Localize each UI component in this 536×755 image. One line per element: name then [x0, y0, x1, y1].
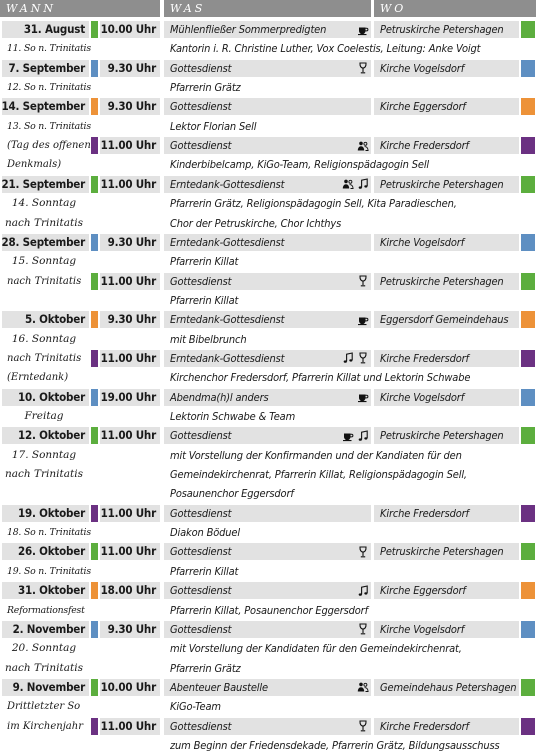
- event-icons: [357, 389, 369, 406]
- table-row: [0, 20, 536, 39]
- table-row: [0, 330, 536, 349]
- event-location: Petruskirche Petershagen: [380, 177, 504, 191]
- event-title: Gottesdienst: [170, 719, 232, 733]
- event-icons: [357, 718, 369, 735]
- event-time: 19.00 Uhr: [100, 389, 156, 404]
- table-row: [0, 717, 536, 736]
- wine-glass-icon: [357, 720, 369, 732]
- event-date: 19. Oktober: [18, 505, 85, 520]
- event-time: 9.30 Uhr: [107, 99, 156, 114]
- day-note: im Kirchenjahr: [7, 720, 83, 732]
- event-icons: [357, 582, 369, 599]
- wine-glass-icon: [357, 275, 369, 287]
- coffee-cup-icon: [357, 24, 369, 36]
- event-location: Petruskirche Petershagen: [380, 274, 504, 288]
- table-row: [0, 639, 536, 658]
- music-note-icon: [342, 352, 354, 364]
- event-details: KiGo-Team: [170, 700, 221, 714]
- event-time: 9.30 Uhr: [107, 621, 156, 636]
- event-time: 11.00 Uhr: [100, 718, 156, 733]
- event-date: 9. November: [12, 679, 85, 694]
- day-note: 19. So n. Trinitatis: [7, 565, 91, 577]
- location-color-marker: [91, 718, 98, 735]
- day-note: Drittletzter So: [7, 701, 81, 713]
- event-location: Kirche Eggersdorf: [380, 100, 466, 114]
- location-color-marker: [91, 273, 98, 290]
- event-date: 31. Oktober: [18, 583, 85, 598]
- event-details: Kirchenchor Fredersdorf, Pfarrerin Killat und Lektorin Schwabe: [170, 371, 471, 385]
- event-icons: [342, 427, 369, 444]
- event-title: Gottesdienst: [170, 61, 232, 75]
- event-title: Erntedank-Gottesdienst: [170, 351, 285, 365]
- location-color-marker: [521, 60, 535, 77]
- people-icon: [357, 681, 369, 693]
- day-note: 18. So n. Trinitatis: [7, 527, 91, 539]
- event-icons: [357, 543, 369, 560]
- event-time: 11.00 Uhr: [100, 505, 156, 520]
- event-details: Lektor Florian Sell: [170, 119, 257, 133]
- event-title: Gottesdienst: [170, 622, 232, 636]
- event-title: Gottesdienst: [170, 545, 232, 559]
- event-time: 11.00 Uhr: [100, 176, 156, 191]
- location-color-marker: [91, 621, 98, 638]
- event-location: Kirche Fredersdorf: [380, 506, 469, 520]
- table-row: [0, 484, 536, 503]
- day-note: nach Trinitatis: [5, 468, 83, 481]
- table-row: [0, 175, 536, 194]
- event-details: Pfarrerin Killat: [170, 564, 239, 578]
- location-color-marker: [91, 505, 98, 522]
- event-details: Pfarrerin Grätz: [170, 81, 241, 95]
- day-note: 12. So n. Trinitatis: [7, 82, 91, 94]
- event-location: Petruskirche Petershagen: [380, 23, 504, 36]
- event-time: 11.00 Uhr: [100, 350, 156, 365]
- event-location: Kirche Vogelsdorf: [380, 61, 465, 75]
- location-color-marker: [521, 98, 535, 115]
- day-note: 13. So n. Trinitatis: [7, 120, 91, 132]
- location-color-marker: [521, 427, 535, 444]
- location-color-marker: [521, 311, 535, 328]
- day-note: nach Trinitatis: [7, 275, 82, 287]
- table-row: [0, 678, 536, 697]
- day-note: 15. Sonntag: [11, 255, 77, 268]
- location-color-marker: [521, 234, 535, 251]
- day-note: Reformationsfest: [7, 604, 85, 616]
- event-details: zum Beginn der Friedensdekade, Pfarrerin Grätz, Bildungsausschuss: [170, 738, 500, 752]
- location-color-marker: [521, 21, 535, 38]
- table-row: [0, 407, 536, 426]
- event-time: 9.30 Uhr: [107, 234, 156, 249]
- location-color-marker: [91, 679, 98, 696]
- table-row: [0, 252, 536, 271]
- day-note: 20. Sonntag: [11, 642, 77, 655]
- event-date: 2. November: [12, 621, 85, 636]
- event-location: Kirche Eggersdorf: [380, 584, 466, 598]
- event-title: Gottesdienst: [170, 506, 232, 520]
- event-time: 11.00 Uhr: [100, 544, 156, 559]
- table-row: [0, 388, 536, 407]
- table-row: [0, 562, 536, 581]
- event-title: Abendma(h)l anders: [170, 390, 269, 404]
- event-location: Eggersdorf Gemeindehaus: [380, 313, 509, 327]
- day-note: 16. Sonntag: [11, 332, 77, 345]
- table-row: [0, 78, 536, 97]
- event-location: Kirche Fredersdorf: [380, 719, 469, 733]
- location-color-marker: [521, 350, 535, 367]
- music-note-icon: [357, 585, 369, 597]
- location-color-marker: [91, 60, 98, 77]
- column-header-wo: WO: [374, 0, 536, 17]
- event-icons: [357, 621, 369, 638]
- location-color-marker: [521, 582, 535, 599]
- event-time: 10.00 Uhr: [100, 22, 156, 36]
- event-location: Kirche Vogelsdorf: [380, 622, 465, 636]
- event-icons: [357, 60, 369, 77]
- event-date: 7. September: [8, 60, 85, 75]
- location-color-marker: [91, 427, 98, 444]
- event-title: Erntedank-Gottesdienst: [170, 313, 285, 327]
- table-row: [0, 349, 536, 368]
- event-title: Gottesdienst: [170, 139, 232, 153]
- table-row: [0, 426, 536, 445]
- day-note: (Tag des offenen: [7, 140, 91, 152]
- event-location: Petruskirche Petershagen: [380, 429, 504, 443]
- location-color-marker: [521, 137, 535, 154]
- event-details: mit Vorstellung der Konfirmanden und der Kandiaten für den: [170, 448, 462, 462]
- table-row: [0, 736, 536, 755]
- event-icons: [342, 176, 369, 193]
- event-title: Mühlenfließer Sommerpredigten: [170, 23, 327, 36]
- table-row: [0, 523, 536, 542]
- location-color-marker: [91, 389, 98, 406]
- table-row: [0, 601, 536, 620]
- table-row: [0, 39, 536, 58]
- location-color-marker: [521, 679, 535, 696]
- coffee-cup-icon: [342, 430, 354, 442]
- event-location: Kirche Fredersdorf: [380, 139, 469, 153]
- event-title: Gottesdienst: [170, 100, 232, 114]
- day-note: (Erntedank): [7, 372, 69, 384]
- table-row: [0, 446, 536, 465]
- coffee-cup-icon: [357, 314, 369, 326]
- day-note: 11. So n. Trinitatis: [7, 43, 91, 55]
- table-row: [0, 136, 536, 155]
- day-note: 14. Sonntag: [11, 197, 77, 210]
- event-details: Pfarrerin Killat, Posaunenchor Eggersdorf: [170, 603, 368, 617]
- location-color-marker: [91, 234, 98, 251]
- location-color-marker: [91, 176, 98, 193]
- event-time: 18.00 Uhr: [100, 583, 156, 598]
- event-date: 12. Oktober: [18, 428, 85, 443]
- location-color-marker: [91, 137, 98, 154]
- event-details: Lektorin Schwabe & Team: [170, 410, 296, 423]
- event-date: 10. Oktober: [18, 389, 85, 404]
- day-note: nach Trinitatis: [5, 661, 83, 674]
- event-details: Pfarrerin Grätz, Religionspädagogin Sell, Kita Paradieschen,: [170, 197, 457, 211]
- location-color-marker: [521, 273, 535, 290]
- column-header-was: WAS: [164, 0, 371, 17]
- wine-glass-icon: [357, 62, 369, 74]
- location-color-marker: [521, 389, 535, 406]
- location-color-marker: [91, 311, 98, 328]
- event-title: Erntedank-Gottesdienst: [170, 177, 285, 191]
- table-row: [0, 59, 536, 78]
- coffee-cup-icon: [357, 391, 369, 403]
- location-color-marker: [91, 350, 98, 367]
- table-row: [0, 697, 536, 716]
- location-color-marker: [91, 543, 98, 560]
- location-color-marker: [521, 718, 535, 735]
- event-details: Gemeindekirchenrat, Pfarrerin Killat, Religionspädagogin Sell,: [170, 468, 467, 482]
- table-row: [0, 117, 536, 136]
- event-time: 9.30 Uhr: [107, 312, 156, 327]
- event-icons: [357, 679, 369, 696]
- table-row: [0, 291, 536, 310]
- day-note: Denkmals): [7, 159, 62, 171]
- wine-glass-icon: [357, 546, 369, 558]
- event-location: Kirche Vogelsdorf: [380, 235, 465, 249]
- table-row: [0, 504, 536, 523]
- event-date: 14. September: [1, 99, 85, 114]
- music-note-icon: [357, 178, 369, 190]
- event-details: Pfarrerin Killat: [170, 255, 239, 269]
- table-row: [0, 194, 536, 213]
- day-note: 17. Sonntag: [11, 448, 77, 461]
- event-location: Petruskirche Petershagen: [380, 545, 504, 559]
- event-details: mit Vorstellung der Kandidaten für den Gemeindekirchenrat,: [170, 642, 462, 656]
- music-note-icon: [357, 430, 369, 442]
- event-details: Posaunenchor Eggersdorf: [170, 487, 294, 501]
- people-icon: [357, 140, 369, 152]
- event-title: Gottesdienst: [170, 274, 232, 288]
- event-title: Gottesdienst: [170, 584, 232, 598]
- location-color-marker: [521, 543, 535, 560]
- event-time: 11.00 Uhr: [100, 138, 156, 153]
- event-date: 26. Oktober: [18, 544, 85, 559]
- table-row: [0, 97, 536, 116]
- event-date: 21. September: [1, 176, 85, 191]
- event-date: 5. Oktober: [25, 312, 85, 327]
- table-row: [0, 233, 536, 252]
- event-details: Kantorin i. R. Christine Luther, Vox Coelestis, Leitung: Anke Voigt: [170, 42, 481, 56]
- event-details: Kinderbibelcamp, KiGo-Team, Religionspädagogin Sell: [170, 158, 430, 172]
- table-row: [0, 310, 536, 329]
- event-location: Gemeindehaus Petershagen: [380, 680, 517, 694]
- table-row: [0, 214, 536, 233]
- event-time: 9.30 Uhr: [107, 60, 156, 75]
- location-color-marker: [91, 98, 98, 115]
- wine-glass-icon: [357, 352, 369, 364]
- event-time: 11.00 Uhr: [100, 428, 156, 443]
- event-details: Pfarrerin Killat: [170, 293, 239, 307]
- table-row: [0, 272, 536, 291]
- day-note: nach Trinitatis: [5, 216, 83, 229]
- event-title: Erntedank-Gottesdienst: [170, 235, 285, 249]
- table-row: [0, 542, 536, 561]
- day-note: Freitag: [24, 410, 64, 422]
- table-row: [0, 581, 536, 600]
- table-row: [0, 155, 536, 174]
- event-icons: [357, 137, 369, 154]
- event-time: 11.00 Uhr: [100, 273, 156, 288]
- event-location: Kirche Vogelsdorf: [380, 390, 465, 404]
- event-details: Diakon Böduel: [170, 526, 240, 540]
- table-row: [0, 465, 536, 484]
- column-header-wann: WANN: [0, 0, 160, 17]
- location-color-marker: [91, 21, 98, 38]
- event-location: Kirche Fredersdorf: [380, 351, 469, 365]
- event-date: 28. September: [1, 234, 85, 249]
- event-details: Pfarrerin Grätz: [170, 661, 241, 675]
- event-date: 31. August: [23, 22, 85, 36]
- event-icons: [357, 21, 369, 38]
- event-details: Chor der Petruskirche, Chor Ichthys: [170, 216, 342, 230]
- event-icons: [357, 273, 369, 290]
- event-details: mit Bibelbrunch: [170, 332, 247, 346]
- event-title: Gottesdienst: [170, 429, 232, 443]
- table-row: [0, 620, 536, 639]
- location-color-marker: [521, 621, 535, 638]
- location-color-marker: [91, 582, 98, 599]
- event-icons: [357, 311, 369, 328]
- people-icon: [342, 178, 354, 190]
- event-time: 10.00 Uhr: [100, 679, 156, 694]
- location-color-marker: [521, 176, 535, 193]
- table-row: [0, 659, 536, 678]
- event-title: Abenteuer Baustelle: [170, 680, 268, 694]
- wine-glass-icon: [357, 623, 369, 635]
- table-row: [0, 368, 536, 387]
- day-note: nach Trinitatis: [7, 352, 82, 364]
- location-color-marker: [521, 505, 535, 522]
- event-icons: [342, 350, 369, 367]
